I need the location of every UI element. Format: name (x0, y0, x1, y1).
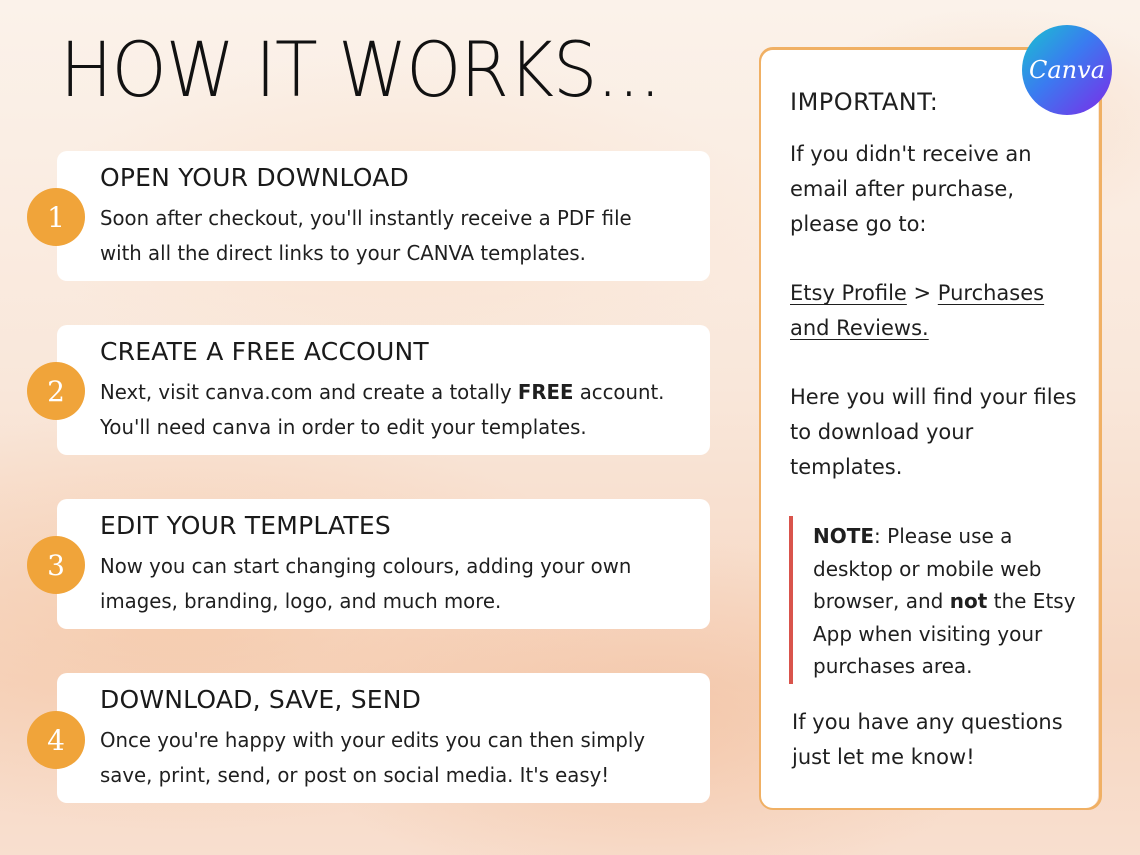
step-1-body (100, 201, 696, 271)
step-3-body (100, 549, 696, 619)
note-not-emphasis: not (949, 589, 988, 613)
note-label: NOTE (813, 524, 875, 548)
step-2-number-badge: 2 (27, 362, 85, 420)
purchases-link[interactable]: Purchases (937, 281, 1045, 305)
intro-line-3: please go to: (790, 212, 927, 236)
outro-text (792, 705, 1063, 775)
etsy-profile-link[interactable]: Etsy Profile (790, 281, 907, 305)
step-1-number-badge: 1 (27, 188, 85, 246)
step-card-1 (57, 151, 710, 281)
purchases-reviews-link[interactable]: and Reviews. (790, 316, 929, 340)
step-4-line-2: save, print, send, or post on social media. It's easy! (100, 763, 610, 787)
note-line-3 (813, 585, 1083, 618)
etsy-path-line-2 (790, 311, 1044, 346)
note-line-1 (813, 520, 1083, 553)
step-1-line-2: with all the direct links to your CANVA templates. (100, 241, 586, 265)
step-2-line-1-post: account. (573, 380, 665, 404)
outro-line-2: just let me know! (792, 745, 975, 769)
step-4-number-badge: 4 (27, 711, 85, 769)
find-files-text (790, 380, 1076, 485)
find-line-2: to download your (790, 420, 974, 444)
step-3-line-1: Now you can start changing colours, adding your own (100, 554, 632, 578)
intro-line-1: If you didn't receive an (790, 142, 1032, 166)
note-line-3-post: the Etsy (987, 589, 1076, 613)
step-2-body (100, 375, 696, 445)
step-1-heading: OPEN YOUR DOWNLOAD (100, 163, 409, 192)
path-separator: > (906, 281, 938, 305)
note-line-1-rest: : Please use a (874, 524, 1013, 548)
canva-logo (1022, 25, 1112, 115)
note-line-4: App when visiting your (813, 621, 1043, 646)
step-2-heading: CREATE A FREE ACCOUNT (100, 337, 429, 366)
step-4-heading: DOWNLOAD, SAVE, SEND (100, 685, 422, 714)
step-1-line-1: Soon after checkout, you'll instantly receive a PDF file (100, 206, 632, 230)
etsy-path-line-1 (790, 276, 1044, 311)
step-4-body (100, 723, 696, 793)
step-card-3 (57, 499, 710, 629)
outro-line-1: If you have any questions (792, 710, 1063, 734)
note-accent-bar (789, 516, 793, 684)
step-4-line-1: Once you're happy with your edits you can then simply (100, 728, 646, 752)
note-line-3-pre: browser, and (813, 589, 950, 613)
step-card-2 (57, 325, 710, 455)
step-2-line-1-pre: Next, visit canva.com and create a totally (100, 380, 518, 404)
canva-logo-text: Canva (1029, 56, 1105, 84)
note-line-2: desktop or mobile web (813, 556, 1042, 581)
find-line-3: templates. (790, 455, 903, 479)
note-block (813, 520, 1083, 683)
step-3-number-badge: 3 (27, 536, 85, 594)
step-2-free-emphasis: FREE (517, 380, 574, 404)
step-2-line-1 (100, 375, 696, 410)
step-3-line-2: images, branding, logo, and much more. (100, 589, 502, 613)
step-2-line-2: You'll need canva in order to edit your templates. (100, 415, 587, 439)
etsy-path (790, 276, 1044, 346)
intro-line-2: email after purchase, (790, 177, 1015, 201)
step-card-4 (57, 673, 710, 803)
note-line-5: purchases area. (813, 654, 973, 678)
step-3-heading: EDIT YOUR TEMPLATES (100, 511, 391, 540)
canva-wordmark-icon (1022, 25, 1112, 115)
intro-text (790, 137, 1032, 242)
important-heading: IMPORTANT: (790, 88, 939, 116)
find-line-1: Here you will find your files (790, 385, 1077, 409)
page-title: HOW IT WORKS... (60, 25, 661, 114)
